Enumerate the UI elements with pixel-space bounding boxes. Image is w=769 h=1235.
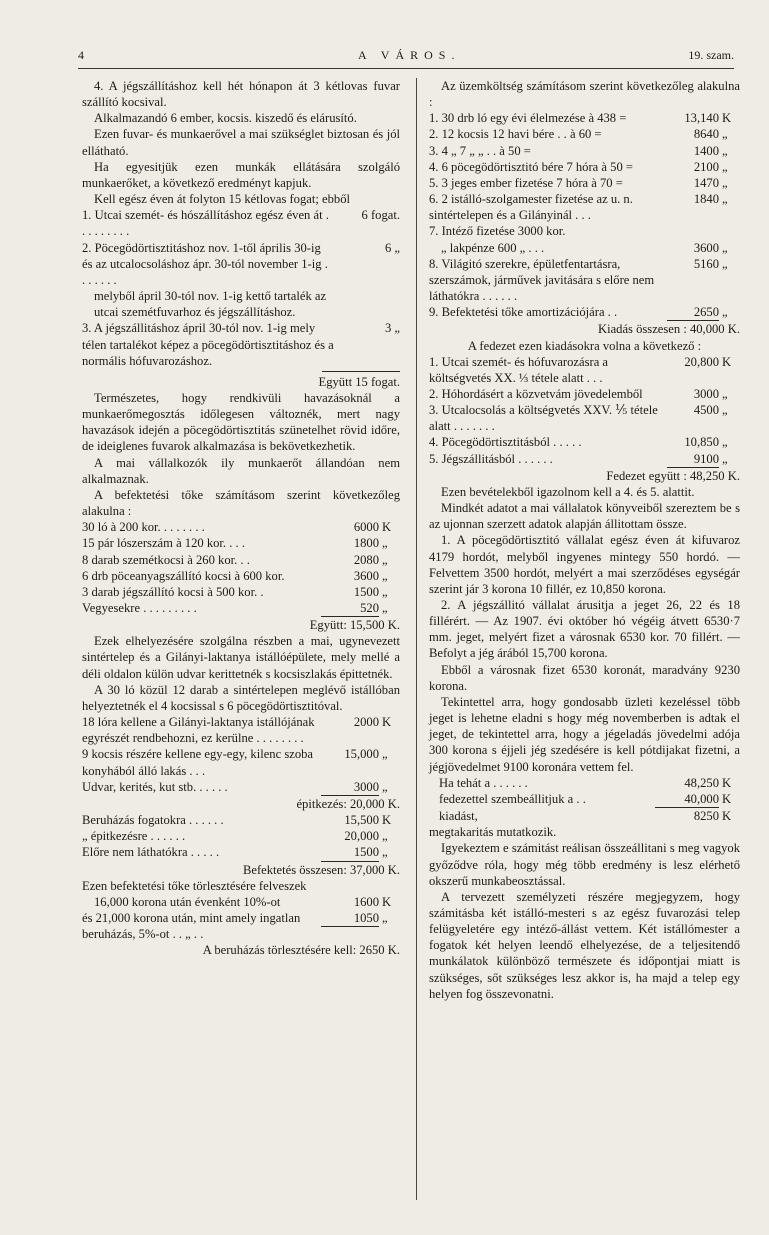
costs-table — [429, 110, 740, 337]
paragraph: A 30 ló közül 12 darab a sintértelepen meglévő istállóban helyeztetnék el 4 kocsissal s 6 pöcegödörtisztitóval. — [82, 682, 400, 713]
table-row — [82, 240, 400, 288]
investment-table — [82, 519, 400, 633]
table-row — [82, 552, 400, 568]
paragraph: Az üzemköltség számításom szerint következőleg alakulna : — [429, 79, 740, 110]
row-unit: „ — [382, 747, 388, 762]
table-row — [429, 159, 740, 175]
row-label: 4. 6 pöcegödörtisztitó bére 7 hóra à 50 = — [429, 159, 633, 174]
paragraph: Ebből a városnak fizet 6530 koronát, maradvány 9230 korona. — [429, 662, 740, 693]
paragraph: Ha egyesitjük ezen munkák ellátására szolgáló munkaerőket, a következő eredményt kapjuk. — [82, 159, 400, 190]
paragraph: Kell egész éven át folyton 15 kétlovas fogat; ebből — [94, 192, 350, 207]
fogat-table — [82, 207, 400, 390]
table-row — [82, 812, 400, 828]
row-value: 15,500 — [344, 813, 379, 828]
paragraph: Ezen befektetési tőke törlesztésére felveszek — [82, 878, 307, 893]
paragraph: Mindkét adatot a mai vállalatok könyveiből szereztem be s az ujonnan szerzett adatok alapján állitottam össze. — [429, 501, 740, 532]
row-unit: K — [722, 111, 732, 126]
row-label: 1. Utcai szemét- és hófuvarozásra a költségvetés XX. ⅓ tétele alatt . . . — [429, 354, 609, 385]
table-row — [429, 775, 740, 791]
row-label: melyből ápril 30-tól nov. 1-ig kettő tartalék az utcai szemétfuvarhoz és jégszállításhoz. — [94, 289, 327, 320]
building-table — [82, 714, 400, 812]
paragraph: Igyekeztem e számitást reálisan összeállitani s meg vagyok győződve róla, hogy még több eredmény is lesz elérhető okszerű munkabeosztással. — [429, 841, 740, 888]
row-unit: „ — [722, 159, 728, 174]
row-label: 2. Pöcegödörtisztitáshoz nov. 1-től április 30-ig és az utcalocsoláshoz ápr. 30-tól november 1-ig . . . . . . . — [82, 240, 328, 287]
balance-calculation — [429, 775, 740, 824]
row-value: 5160 — [693, 256, 719, 271]
row-unit: „ — [382, 601, 388, 615]
row-unit: K — [722, 354, 732, 369]
paragraph: Ezek elhelyezésére szolgálna részben a mai, ugynevezett sintértelep és a Gilányi-laktanya istállóépülete, mely mellé a déli oldalon külön udvar kerittetnék s kocsiszlakás épittetnék. — [82, 634, 400, 681]
row-label: „ épitkezésre . . . . . . — [82, 829, 186, 844]
table-row — [429, 143, 740, 159]
row-value: 1400 — [693, 143, 719, 158]
row-value: 6 „ — [384, 240, 400, 255]
row-label: Előre nem láthatókra . . . . . — [82, 845, 220, 860]
journal-title: A VÁROS. — [358, 48, 461, 62]
row-label: 15 pár lószerszám à 120 kor. . . . — [82, 536, 245, 551]
table-row — [82, 535, 400, 551]
row-label: 8 darab szemétkocsi à 260 kor. . . — [82, 552, 250, 567]
paragraph: Természetes, hogy rendkivüli havazásoknál a munkaerőmegosztás időlegesen változnék, mert nagy havazások idején a pöcegödörtisztitás szünetelhet rövid időre, de ideiglenes fuvarok alkalmazása is bekövetkezhetik. — [82, 390, 400, 454]
table-row — [82, 910, 400, 942]
row-unit: „ — [382, 829, 388, 844]
row-label: 6. 2 istálló-szolgamester fizetése az u. n. sintértelepen és a Gilányinál . . . — [429, 192, 633, 223]
row-unit: „ — [382, 552, 388, 567]
table-row — [82, 320, 400, 368]
row-value: 40,000 — [655, 791, 719, 808]
right-column — [429, 78, 740, 1002]
row-value: 3000 — [693, 386, 719, 401]
row-unit: „ — [722, 240, 728, 255]
investment-total: Együtt: 15,500 K. — [309, 618, 400, 633]
row-label: 5. 3 jeges ember fizetése 7 hóra à 70 = — [429, 175, 623, 190]
row-value: 520 — [321, 600, 379, 617]
table-row — [429, 808, 740, 824]
row-unit: K — [722, 775, 732, 790]
page-header — [78, 48, 734, 68]
row-label: 8. Világitó szerekre, épületfentartásra, szerszámok, járművek javitására s előre nem láthatókra . . . . . . — [429, 256, 655, 304]
table-row — [82, 584, 400, 600]
row-unit: „ — [722, 386, 728, 401]
row-label: 2. Hóhordásért a közvetvám jövedelemből — [429, 386, 643, 401]
row-unit: K — [382, 715, 392, 730]
row-label: 18 lóra kellene a Gilányi-laktanya istállójának egyrészét rendbehozni, ez kerülne . . . . . . . . — [82, 715, 315, 746]
row-unit: „ — [722, 403, 728, 418]
paragraph: A mai vállalkozók ily munkaerőt állandóan nem alkalmaznak. — [82, 455, 400, 486]
table-row — [429, 386, 740, 402]
row-value: 1840 — [693, 192, 719, 207]
row-value: 13,140 — [684, 111, 719, 126]
row-value: 2080 — [353, 552, 379, 567]
paragraph: 4. A jégszállításhoz kell hét hónapon át 3 kétlovas fuvar szállító kocsival. — [82, 79, 400, 110]
table-row — [429, 434, 740, 450]
row-label: 1. 30 drb ló egy évi élelmezése à 438 = — [429, 111, 627, 126]
paragraph: 1. A pöcegödörtisztitó vállalat egész éven át kifuvaroz 4179 hordót, melyből ingyenes mintegy 550 hordó. — Felvettem 3500 hordót, melyért a mai szerződéses egységár szerint jár 3 korona 10 fillér, ez 10,850 korona. — [429, 533, 740, 596]
table-row — [429, 240, 740, 256]
table-row — [429, 256, 740, 304]
row-unit: „ — [722, 451, 728, 466]
row-unit: „ — [722, 192, 728, 207]
row-value: 20,000 — [344, 829, 379, 844]
row-value: 1800 — [353, 536, 379, 551]
sum-rule — [322, 371, 400, 372]
row-value: 9100 — [667, 451, 719, 468]
table-row — [429, 110, 740, 126]
row-value: 1470 — [693, 175, 719, 190]
row-unit: „ — [382, 568, 388, 583]
row-label: Vegyesekre . . . . . . . . . — [82, 601, 197, 615]
row-unit: „ — [382, 845, 388, 860]
table-row — [82, 844, 400, 861]
sum-total: Befektetés összesen: 37,000 K. — [242, 862, 400, 877]
row-label: 3. Utcalocsolás a költségvetés XXV. ⅕ tétele alatt . . . . . . . — [429, 403, 658, 434]
row-value: 10,850 — [684, 435, 719, 450]
table-row — [429, 402, 740, 434]
costs-total: Kiadás összesen : 40,000 K. — [597, 322, 740, 337]
row-value: 8640 — [693, 127, 719, 142]
row-value: 20,800 — [684, 354, 719, 369]
table-row — [429, 223, 740, 239]
row-label: 3. A jégszállitáshoz ápril 30-tól nov. 1-ig mely télen tartalékot képez a pöcegödörtisztitáshoz és a normális hófuvarozáshoz. — [82, 321, 334, 368]
row-unit: „ — [722, 305, 728, 320]
table-row — [429, 451, 740, 468]
table-row — [429, 126, 740, 142]
row-value: 2100 — [693, 159, 719, 174]
table-row — [82, 568, 400, 584]
row-label: Udvar, kerités, kut stb. . . . . . — [82, 779, 228, 794]
row-unit: „ — [722, 256, 728, 271]
row-unit: „ — [382, 779, 388, 794]
cover-total: Fedezet együtt : 48,250 K. — [606, 468, 740, 483]
table-row — [429, 791, 740, 808]
row-label: és 21,000 korona után, mint amely ingatlan beruházás, 5%-ot . . „ . . — [82, 910, 301, 942]
table-row — [82, 288, 400, 320]
table-row — [82, 779, 400, 796]
row-label: 4. Pöcegödörtisztitásból . . . . . — [429, 435, 582, 450]
row-label: kiadást, — [439, 809, 478, 824]
column-divider — [416, 78, 417, 1200]
row-value: 1600 — [353, 894, 379, 909]
table-row — [82, 207, 400, 239]
building-total: épitkezés: 20,000 K. — [296, 796, 400, 811]
row-label: fedezettel szembeállitjuk a . . — [439, 791, 586, 806]
paragraph: A befektetési tőke számításom szerint következőleg alakulna : — [82, 487, 400, 519]
page-number: 4 — [78, 48, 84, 62]
paragraph: 2. A jégszállitó vállalat árusitja a jeget 26, 22 és 18 fillérért. — Az 1907. évi október hó végéig átvett 6530·7 mm. jeget, melyért fizet a városnak 6530 kor. 70 fillért. — Befolyt a jég árából 15,700 korona. — [429, 598, 740, 661]
table-row — [82, 894, 400, 910]
row-value: 4500 — [693, 403, 719, 418]
left-column — [82, 78, 400, 958]
table-row — [82, 600, 400, 617]
row-unit: „ — [722, 143, 728, 158]
row-value: 2650 — [667, 304, 719, 321]
table-row — [429, 191, 740, 223]
paragraph: Ezen fuvar- és munkaerővel a mai szükséglet biztosan és jól ellátható. — [82, 127, 400, 158]
paragraph: Alkalmazandó 6 ember, kocsis. kiszedő és elárusító. — [94, 111, 357, 126]
row-unit: K — [382, 520, 392, 535]
fogat-total: Együtt 15 fogat. — [318, 374, 400, 389]
row-unit: „ — [382, 584, 388, 599]
header-divider — [78, 68, 734, 69]
row-label: 3 darab jégszállító kocsi à 500 kor. . — [82, 584, 264, 599]
row-label: 3. 4 „ 7 „ „ . . à 50 = — [429, 143, 531, 158]
paragraph: A tervezett személyzeti részére megjegyzem, hogy számitásba két istálló-mesteri s az egész fuvarozási telep felügyeletére egy intéző-állást vettem. Két istállómester a fogatok két helyen leendő elhelyezése, de a teljesitendő munkálatok különböző természete és időpontjai miatt is szükséges, sőt szükséges lesz akkor is, ha majd a telep egy helyen fog összevonatni. — [429, 889, 740, 1001]
row-value: 3600 — [693, 240, 719, 255]
row-label: 16,000 korona után évenként 10%-ot — [94, 894, 281, 909]
row-value: 1500 — [321, 844, 379, 861]
row-value: 3600 — [353, 568, 379, 583]
loan-table — [82, 894, 400, 959]
row-value: 3000 — [321, 779, 379, 796]
table-row — [429, 304, 740, 321]
row-label: 1. Utcai szemét- és hószállításhoz egész éven át . . . . . . . . . — [82, 208, 329, 239]
row-label: „ lakpénze 600 „ . . . — [441, 240, 545, 255]
row-unit: K — [382, 894, 392, 909]
row-unit: „ — [382, 536, 388, 551]
row-unit: „ — [382, 910, 388, 925]
row-value: 15,000 — [344, 747, 379, 762]
paragraph: Tekintettel arra, hogy gondosabb üzleti kezeléssel több jeget is lehetne eladni s hogy még novemberben is adtak el jeget, de tekintettel arra, hogy a jégeladás jövedelmi adója 300 korona s éjjeli jég szedésére is kell pótdijakat fizetni, a jégjövedelmet 9100 koronára vettem fel. — [429, 694, 740, 774]
paragraph: Ezen bevételekből igazolnom kell a 4. és 5. alattit. — [441, 484, 695, 499]
row-label: 9. Befektetési tőke amortizációjára . . — [429, 305, 618, 320]
paragraph: megtakaritás mutatkozik. — [429, 825, 557, 840]
row-label: 30 ló à 200 kor. . . . . . . . — [82, 520, 205, 535]
row-value: 8250 — [693, 809, 719, 824]
row-label: 2. 12 kocsis 12 havi bére . . à 60 = — [429, 127, 602, 142]
row-unit: „ — [722, 127, 728, 142]
row-unit: K — [722, 791, 732, 806]
row-value: 48,250 — [684, 775, 719, 790]
table-row — [429, 175, 740, 191]
row-unit: „ — [722, 175, 728, 190]
row-unit: „ — [722, 435, 728, 450]
row-label: 5. Jégszállitásból . . . . . . — [429, 451, 553, 466]
row-label: 7. Intéző fizetése 3000 kor. — [429, 224, 566, 239]
issue-number: 19. szam. — [688, 48, 734, 62]
table-row — [82, 714, 400, 746]
row-label: 6 drb pöceanyagszállító kocsi à 600 kor. — [82, 568, 285, 583]
row-label: Ha tehát a . . . . . . — [439, 775, 528, 790]
row-label: Beruházás fogatokra . . . . . . — [82, 813, 224, 828]
sum-table — [82, 812, 400, 878]
table-row — [82, 519, 400, 535]
row-value: 1050 — [321, 910, 379, 927]
cover-table — [429, 354, 740, 484]
loan-total: A beruházás törlesztésére kell: 2650 K. — [202, 943, 400, 958]
paragraph: A fedezet ezen kiadásokra volna a következő : — [467, 338, 702, 353]
row-value: 6 fogat. — [361, 208, 400, 223]
row-unit: K — [382, 813, 392, 828]
table-row — [82, 746, 400, 778]
row-value: 6000 — [353, 520, 379, 535]
row-value: 2000 — [353, 715, 379, 730]
table-row — [82, 828, 400, 844]
row-label: 9 kocsis részére kellene egy-egy, kilenc szoba konyhából álló lakás . . . — [82, 747, 314, 778]
row-unit: K — [722, 809, 732, 824]
row-value: 1500 — [353, 584, 379, 599]
row-value: 3 „ — [384, 321, 400, 336]
table-row — [429, 354, 740, 386]
